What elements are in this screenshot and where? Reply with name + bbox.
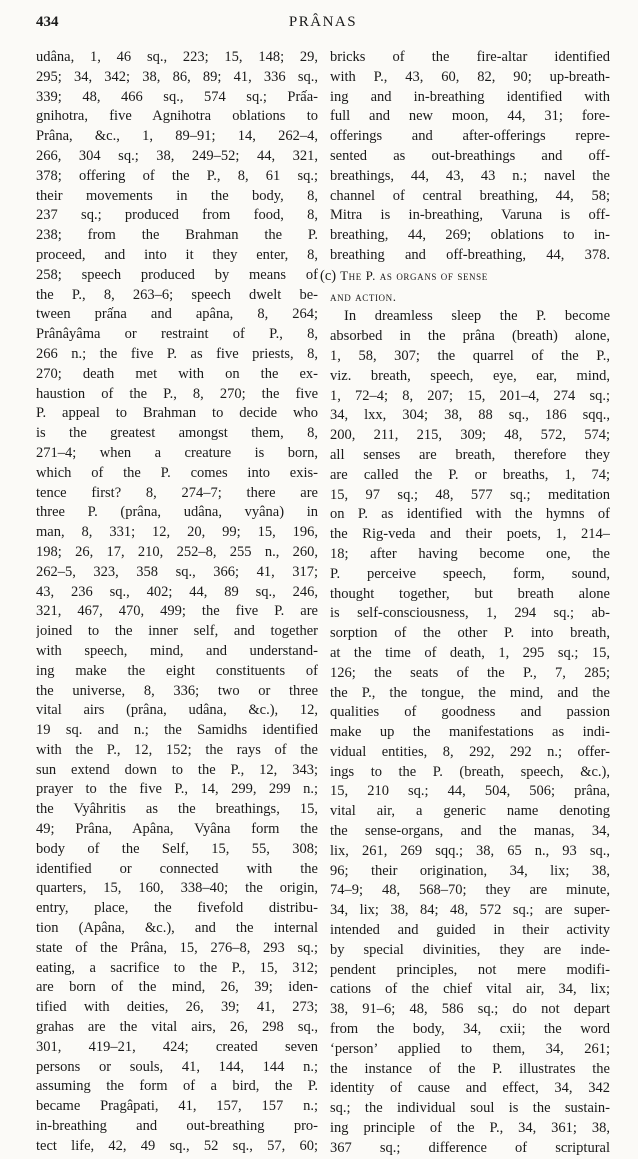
text-line: 126; the seats of the P., 7, 285; <box>330 664 610 681</box>
text-line: qualities of goodness and passion <box>330 704 610 721</box>
text-line: quarters, 15, 160, 338–40; the origin, <box>36 880 318 897</box>
text-line: persons or souls, 41, 144, 144 n.; <box>36 1058 318 1075</box>
text-line: udâna, 1, 46 sq., 223; 15, 148; 29, <box>36 49 318 65</box>
text-line: tect life, 42, 49 sq., 52 sq., 57, 60; <box>36 1137 318 1154</box>
text-line: 270; death met with on the ex- <box>36 365 318 382</box>
text-line: the universe, 8, 336; two or three <box>36 682 318 699</box>
text-line: gnihotra, five Agnihotra oblations to <box>36 108 318 125</box>
text-line: 43, 236 sq., 402; 44, 89 sq., 246, <box>36 583 318 600</box>
text-line: 295; 34, 342; 38, 86, 89; 41, 336 sq., <box>36 68 318 85</box>
running-title: PRÂNAS <box>288 14 358 30</box>
text-line: identified or connected with the <box>36 860 318 877</box>
text-line: 49; Prâna, Apâna, Vyâna form the <box>36 821 318 838</box>
text-line: with the P., 12, 152; the rays of the <box>36 741 318 758</box>
text-line: 339; 48, 466 sq., 574 sq.; Prấa- <box>36 88 318 105</box>
text-line: state of the Prâna, 15, 276–8, 293 sq.; <box>36 939 318 956</box>
text-line: intended and guided in their activity <box>330 922 610 939</box>
left-column <box>36 48 318 1157</box>
text-line: tence first? 8, 274–7; there are <box>36 484 318 501</box>
text-line: from the body, 34, cxii; the word <box>330 1021 610 1038</box>
text-line: which of the P. comes into exis- <box>36 464 318 481</box>
text-line: with speech, mind, and understand- <box>36 642 318 659</box>
text-line: the instance of the P. illustrates the <box>330 1060 610 1077</box>
text-line: Prânâyâma or restraint of P., 8, <box>36 326 318 343</box>
text-line: 266 n.; the five P. as five priests, 8, <box>36 345 318 362</box>
text-line: 238; from the Brahman the P. <box>36 227 318 244</box>
text-line: by special divinities, they are inde- <box>330 941 610 958</box>
text-line: vital airs (prâna, udâna, &c.), 12, <box>36 702 318 719</box>
text-line: the P., 8, 263–6; speech dwelt be- <box>36 286 318 303</box>
text-line: pendent principles, not mere modifi- <box>330 961 610 978</box>
text-line: assuming the form of a bird, the P. <box>36 1078 318 1095</box>
text-line: breathing and off-breathing, 44, 378. <box>330 246 610 263</box>
text-line: breathing, 44, 269; oblations to in- <box>330 227 610 244</box>
text-line: Prâna, &c., 1, 89–91; 14, 262–4, <box>36 128 318 145</box>
text-line: in-breathing and out-breathing pro- <box>36 1118 318 1135</box>
text-line: body of the Self, 15, 55, 308; <box>36 840 318 857</box>
section-heading-cont <box>330 287 610 308</box>
text-line: haustion of the P., 8, 270; the five <box>36 385 318 402</box>
text-line: all senses are breath, therefore they <box>330 446 610 463</box>
text-line: 15, 97 sq.; 48, 577 sq.; meditation <box>330 486 610 503</box>
text-line: identity of cause and effect, 34, 342 <box>330 1080 610 1097</box>
text-line: 34, lxx, 304; 38, 88 sq., 186 sqq., <box>330 407 610 424</box>
text-line: thought together, but breath alone <box>330 585 610 602</box>
section-title-line1: The P. as organs of sense <box>340 267 488 283</box>
text-line: tween prấna and apâna, 8, 264; <box>36 306 318 323</box>
text-line: 15, 210 sq.; 44, 504, 506; prâna, <box>330 783 610 800</box>
text-line: full and new moon, 44, 31; fore- <box>330 108 610 125</box>
text-line: P. perceive speech, form, sound, <box>330 565 610 582</box>
text-line: ‘person’ applied to them, 34, 261; <box>330 1040 610 1057</box>
text-line: are called the P. or breaths, 1, 74; <box>330 466 610 483</box>
text-line: 271–4; when a creature is born, <box>36 444 318 461</box>
text-line: vital air, a generic name denoting <box>330 803 610 820</box>
text-line: channel of central breathing, 44, 58; <box>330 187 610 204</box>
text-line: 18; after having become one, the <box>330 545 610 562</box>
text-line: prayer to the five P., 14, 299, 299 n.; <box>36 781 318 798</box>
text-line: P. appeal to Brahman to decide who <box>36 405 318 422</box>
section-title-line2: and action. <box>330 288 397 304</box>
text-line: the Rig-veda and their poets, 1, 214– <box>330 526 610 543</box>
text-line: 1, 72–4; 8, 207; 15, 201–4, 274 sq.; <box>330 387 610 404</box>
text-line: ing principle of the P., 34, 361; 38, <box>330 1120 610 1137</box>
section-marker: (c) <box>320 267 337 284</box>
text-line: on P. as identified with the hymns of <box>330 506 610 523</box>
right-column <box>320 48 610 1159</box>
right-column-section-body <box>330 307 610 1158</box>
text-line: is self-consciousness, 1, 294 sq.; ab- <box>330 605 610 622</box>
text-line: Mitra is in-breathing, Varuna is off- <box>330 207 610 224</box>
text-line: 258; speech produced by means of <box>36 266 318 283</box>
text-line: tion (Apâna, &c.), and the internal <box>36 920 318 937</box>
text-line: grahas are the vital airs, 26, 298 sq., <box>36 1019 318 1036</box>
text-line: ing and in-breathing identified with <box>330 88 610 105</box>
page-header <box>36 14 610 38</box>
text-line: sorption of the other P. into breath, <box>330 625 610 642</box>
text-line: 262–5, 323, 358 sq., 366; 41, 317; <box>36 563 318 580</box>
text-line: is the greatest amongst them, 8, <box>36 425 318 442</box>
text-line: make up the manifestations as indi- <box>330 724 610 741</box>
text-line: 74–9; 48, 568–70; they are minute, <box>330 882 610 899</box>
text-line: man, 8, 331; 12, 20, 99; 15, 196, <box>36 524 318 541</box>
text-line: 198; 26, 17, 210, 252–8, 255 n., 260, <box>36 543 318 560</box>
text-line: sun extend down to the P., 12, 343; <box>36 761 318 778</box>
text-line: 367 sq.; difference of scriptural <box>330 1139 610 1156</box>
text-line: breathings, 44, 43, 43 n.; navel the <box>330 167 610 184</box>
text-line: joined to the inner self, and together <box>36 623 318 640</box>
text-line: sented as out-breathings and off- <box>330 147 610 164</box>
text-line: three P. (prâna, udâna, vyâna) in <box>36 504 318 521</box>
text-line: 266, 304 sq.; 38, 249–52; 44, 321, <box>36 147 318 164</box>
text-line: cations of the chief vital air, 34, lix; <box>330 981 610 998</box>
text-line: at the time of death, 1, 295 sq.; 15, <box>330 644 610 661</box>
text-line: 1, 58, 307; the quarrel of the P., <box>330 347 610 364</box>
text-line: became Pragâpati, 41, 157, 157 n.; <box>36 1098 318 1115</box>
text-line: their movements in the body, 8, <box>36 187 318 204</box>
text-line: offerings and after-offerings repre- <box>330 128 610 145</box>
text-line: lix, 261, 269 sqq.; 38, 65 n., 93 sq., <box>330 842 610 859</box>
text-line: are born of the mind, 26, 39; iden- <box>36 979 318 996</box>
page-number: 434 <box>36 14 59 30</box>
text-line: absorbed in the prâna (breath) alone, <box>330 328 610 345</box>
text-line: vidual entities, 8, 292, 292 n.; offer- <box>330 743 610 760</box>
text-line: the P., the tongue, the mind, and the <box>330 684 610 701</box>
text-line: ings to the P. (breath, speech, &c.), <box>330 763 610 780</box>
text-line: 237 sq.; produced from food, 8, <box>36 207 318 224</box>
text-line: 200, 211, 215, 309; 48, 572, 574; <box>330 427 610 444</box>
text-line: 378; offering of the P., 8, 61 sq.; <box>36 167 318 184</box>
text-line: 96; their origination, 34, lix; 38, <box>330 862 610 879</box>
text-line: the Vyâhritis as the breathings, 15, <box>36 801 318 818</box>
text-line: 19 sq. and n.; the Samidhs identified <box>36 722 318 739</box>
text-line: 321, 467, 470, 499; the five P. are <box>36 603 318 620</box>
text-line: sq.; the individual soul is the sustain- <box>330 1100 610 1117</box>
text-line: eating, a sacrifice to the P., 15, 312; <box>36 959 318 976</box>
text-line: ing make the eight constituents of <box>36 662 318 679</box>
text-line: entry, place, the fivefold distribu- <box>36 900 318 917</box>
text-line: In dreamless sleep the P. become <box>344 308 610 325</box>
text-line: 34, lix; 38, 84; 48, 572 sq.; are super- <box>330 902 610 919</box>
section-heading <box>320 266 610 287</box>
right-column-continuation <box>330 48 610 266</box>
text-line: with P., 43, 60, 82, 90; up-breath- <box>330 68 610 85</box>
text-line: 301, 419–21, 424; created seven <box>36 1038 318 1055</box>
text-line: bricks of the fire-altar identified <box>330 49 610 65</box>
text-line: 38, 91–6; 48, 586 sq.; do not depart <box>330 1001 610 1018</box>
text-line: the sense-organs, and the manas, 34, <box>330 823 610 840</box>
text-line: tified with deities, 26, 39; 41, 273; <box>36 999 318 1016</box>
text-line: proceed, and into it they enter, 8, <box>36 246 318 263</box>
text-line: viz. breath, speech, eye, ear, mind, <box>330 367 610 384</box>
